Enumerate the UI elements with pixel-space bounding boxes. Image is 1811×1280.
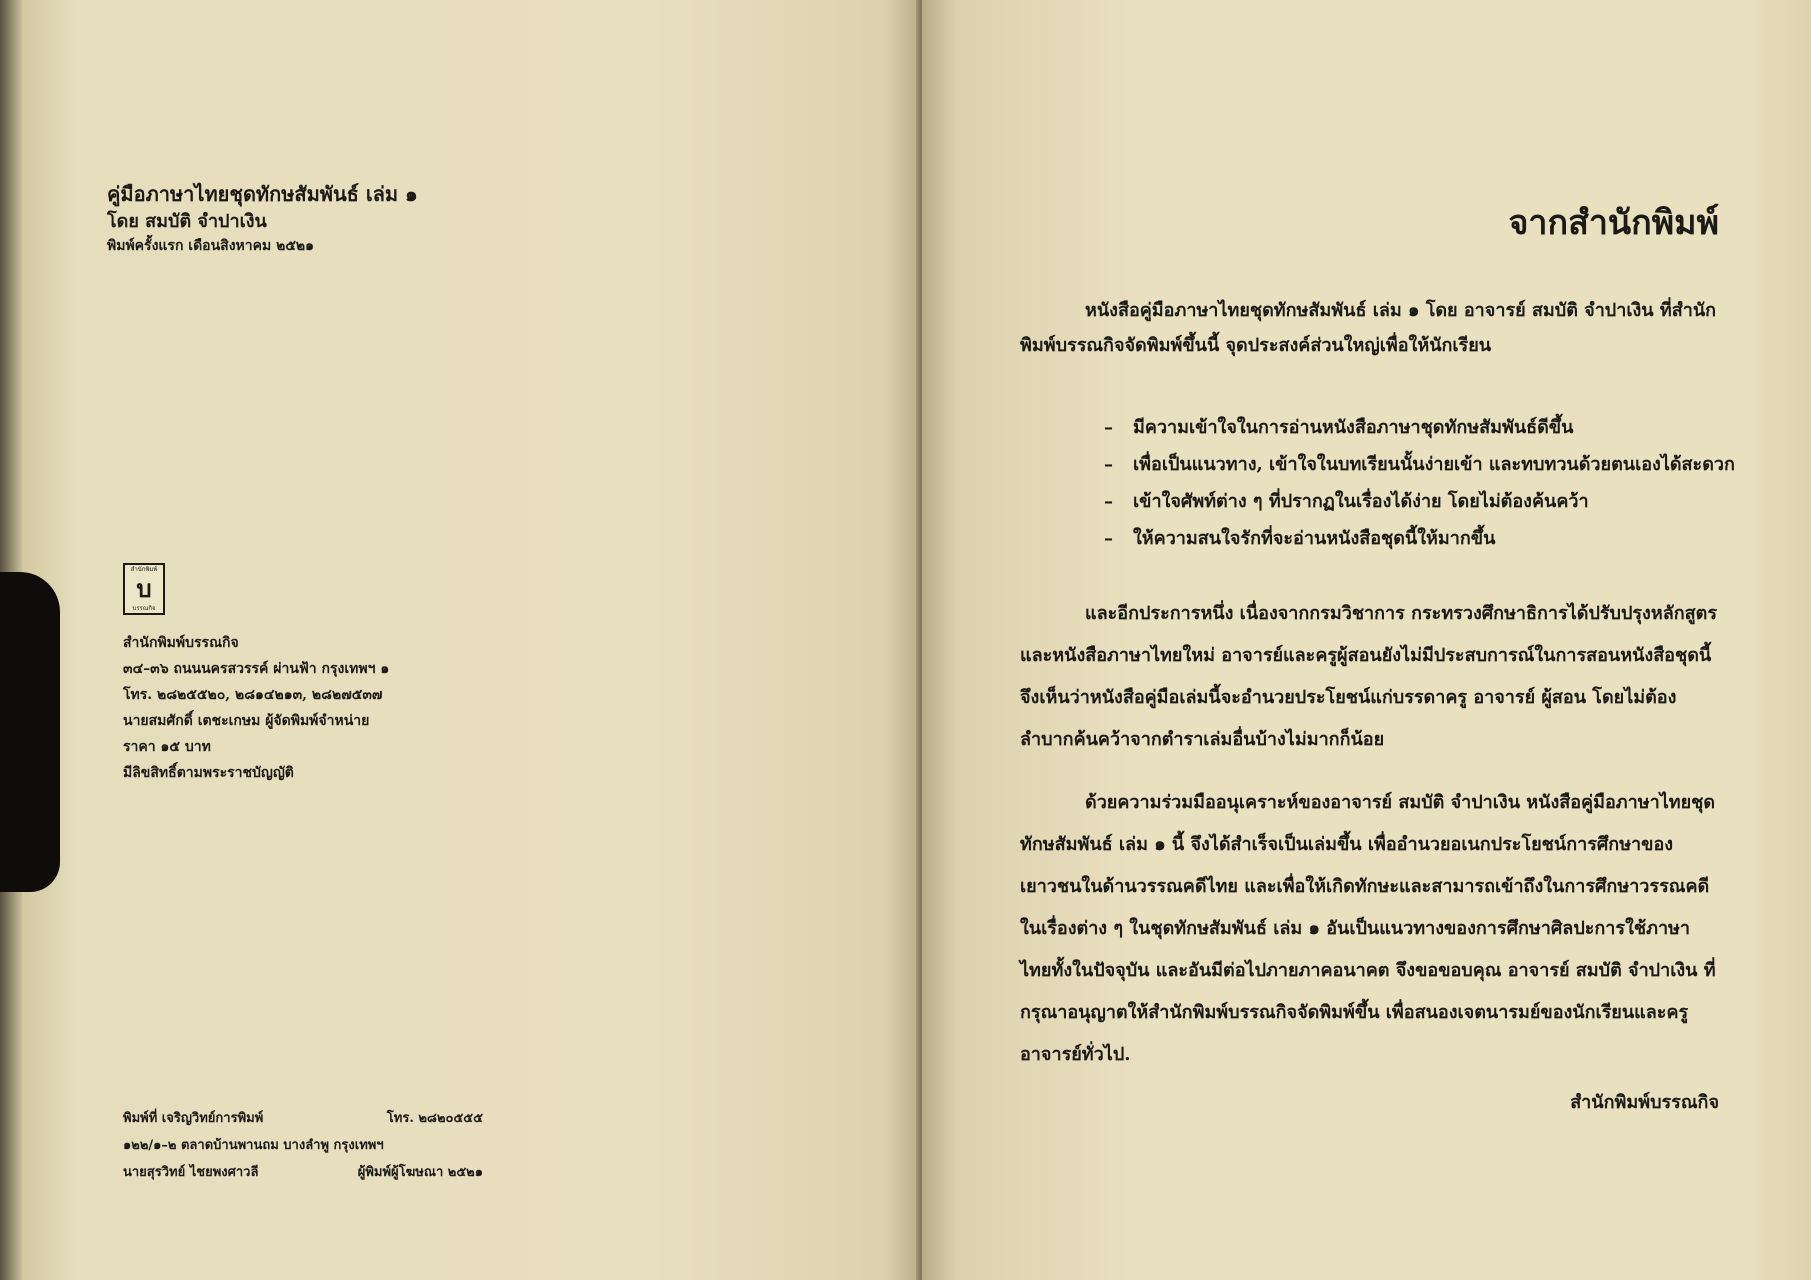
logo-glyph: บ <box>136 574 152 603</box>
printer-phone: โทร. ๒๘๒๐๕๕๕ <box>386 1111 483 1126</box>
printer-address: ๑๒๒/๑–๒ ตลาดบ้านพานถม บางลำพู กรุงเทพฯ <box>123 1138 384 1153</box>
show-through-text <box>582 180 593 218</box>
list-item-text: เพื่อเป็นแนวทาง, เข้าใจในบทเรียนนั้นง่ายเข้า และทบทวนด้วยตนเองได้สะดวก <box>1133 454 1735 475</box>
paragraph-three: ด้วยความร่วมมืออนุเคราะห์ของอาจารย์ สมบัติ จำปาเงิน หนังสือคู่มือภาษาไทยชุดทักษสัมพันธ์ เล่ม ๑ นี้ จึงได้สำเร็จเป็นเล่มขึ้น เพื่ออำนวยอเนกประโยชน์การศึกษาของเยาวชนในด้านวรรณคดีไทย และเพื่อให้เกิดทักษะและสามารถเข้าถึงในการศึกษาวรรณคดีในเรื่องต่าง ๆ ในชุดทักษสัมพันธ์ เล่ม ๑ อันเป็นแนวทางของการศึกษาศิลปะการใช้ภาษาไทยทั้งในปัจจุบัน และอันมีต่อไปภายภาคอนาคต จึงขอขอบคุณ อาจารย์ สมบัติ จำปาเงิน ที่กรุณาอนุญาตให้สำนักพิมพ์บรรณกิจจัดพิมพ์ขึ้น เพื่อสนองเจตนารมย์ของนักเรียนและครูอาจารย์ทั่วไป. <box>1020 792 1716 1065</box>
paragraph-two: และอีกประการหนึ่ง เนื่องจากกรมวิชาการ กระทรวงศึกษาธิการได้ปรับปรุงหลักสูตรและหนังสือภาษาไทยใหม่ อาจารย์และครูผู้สอนยังไม่มีประสบการณ์ในการสอนหนังสือชุดนี้ จึงเห็นว่าหนังสือคู่มือเล่มนี้จะอำนวยประโยชน์แก่บรรดาครู อาจารย์ ผู้สอน โดยไม่ต้องลำบากค้นคว้าจากตำราเล่มอื่นบ้างไม่มากก็น้อย <box>1020 603 1717 750</box>
first-print-line: พิมพ์ครั้งแรก เดือนสิงหาคม ๒๕๒๑ <box>107 237 315 254</box>
bullet-dash: – <box>1104 528 1113 549</box>
list-item <box>1104 409 1734 446</box>
publisher-logo <box>123 563 165 615</box>
intro-paragraph: หนังสือคู่มือภาษาไทยชุดทักษสัมพันธ์ เล่ม ๑ โดย อาจารย์ สมบัติ จำปาเงิน ที่สำนักพิมพ์บรรณกิจจัดพิมพ์ขึ้นนี้ จุดประสงค์ส่วนใหญ่เพื่อให้นักเรียน <box>1020 300 1717 356</box>
list-item-text: เข้าใจศัพท์ต่าง ๆ ที่ปรากฏในเรื่องได้ง่าย โดยไม่ต้องค้นคว้า <box>1133 491 1589 512</box>
page-heading: จากสำนักพิมพ์ <box>1508 203 1719 243</box>
publisher-name: สำนักพิมพ์บรรณกิจ <box>123 635 239 651</box>
bullet-dash: – <box>1104 417 1113 438</box>
logo-top-text: สำนักพิมพ์ <box>130 566 158 573</box>
bullet-dash: – <box>1104 491 1113 512</box>
printer-name: พิมพ์ที่ เจริญวิทย์การพิมพ์ <box>123 1111 264 1126</box>
printer-block <box>123 1105 483 1186</box>
publisher-phone: โทร. ๒๘๒๕๕๒๐, ๒๘๑๔๒๑๓, ๒๘๒๗๕๓๗ <box>123 687 383 703</box>
publisher-manager: นายสมศักดิ์ เตชะเกษม ผู้จัดพิมพ์จำหน่าย <box>123 713 370 729</box>
book-title: คู่มือภาษาไทยชุดทักษสัมพันธ์ เล่ม ๑ <box>107 182 418 206</box>
author-line: โดย สมบัติ จำปาเงิน <box>107 211 267 232</box>
title-info-block <box>107 182 418 255</box>
publisher-address: ๓๔–๓๖ ถนนนครสวรรค์ ผ่านฟ้า กรุงเทพฯ ๑ <box>123 661 390 677</box>
publisher-block <box>123 630 389 786</box>
bullet-dash: – <box>1104 454 1113 475</box>
price: ราคา ๑๕ บาท <box>123 739 211 755</box>
list-item-text: ให้ความสนใจรักที่จะอ่านหนังสือชุดนี้ให้มากขึ้น <box>1133 528 1496 549</box>
black-bookmark-tab <box>0 572 60 892</box>
copyright: มีลิขสิทธิ์ตามพระราชบัญญัติ <box>123 765 294 781</box>
printer-role: ผู้พิมพ์ผู้โฆษณา ๒๕๒๑ <box>357 1165 483 1180</box>
list-item <box>1104 446 1734 483</box>
signature: สำนักพิมพ์บรรณกิจ <box>1570 1092 1719 1113</box>
list-item-text: มีความเข้าใจในการอ่านหนังสือภาษาชุดทักษสัมพันธ์ดีขึ้น <box>1133 417 1574 438</box>
purpose-list <box>1104 409 1734 557</box>
printer-owner: นายสุรวิทย์ ไชยพงศาวลี <box>123 1165 259 1180</box>
list-item <box>1104 520 1734 557</box>
list-item <box>1104 483 1734 520</box>
logo-bottom-text: บรรณกิจ <box>132 605 156 612</box>
